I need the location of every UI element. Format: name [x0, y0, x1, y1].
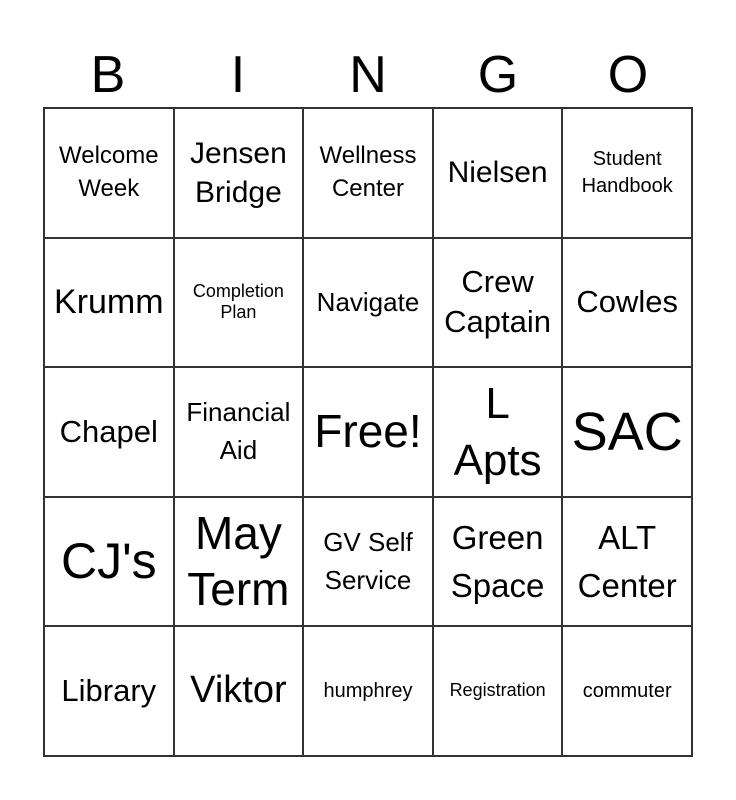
bingo-header [43, 42, 693, 108]
cell-label: humphrey [323, 679, 413, 702]
bingo-cell-o1[interactable] [562, 108, 692, 238]
bingo-cell-n4[interactable] [303, 497, 433, 627]
cell-label: Chapel [59, 413, 158, 449]
cell-label: Wellness Center [319, 142, 417, 202]
bingo-cell-i3[interactable] [174, 367, 304, 497]
cell-label: commuter [582, 679, 672, 702]
bingo-cell-i2[interactable] [174, 238, 304, 368]
cell-label: Jensen Bridge [190, 136, 287, 209]
cell-label: Crew Captain [444, 264, 552, 340]
cell-label: Library [61, 673, 157, 709]
bingo-cell-g5[interactable] [433, 626, 563, 756]
cell-label: Krumm [54, 282, 164, 321]
cell-label: ALT Center [577, 518, 677, 604]
bingo-cell-i5[interactable] [174, 626, 304, 756]
bingo-cell-n5[interactable] [303, 626, 433, 756]
cell-label: Completion Plan [192, 280, 284, 323]
cell-label: Student Handbook [581, 147, 673, 197]
bingo-cell-n3[interactable] [303, 367, 433, 497]
bingo-cell-o4[interactable] [562, 497, 692, 627]
bingo-cell-g3[interactable] [433, 367, 563, 497]
cell-label: SAC [571, 401, 683, 462]
cell-label: Free! [314, 405, 422, 458]
cell-label: Registration [449, 680, 546, 701]
header-letter-i: I [230, 46, 246, 104]
bingo-cell-b3[interactable] [44, 367, 174, 497]
bingo-cell-g1[interactable] [433, 108, 563, 238]
cell-label: CJ's [60, 533, 157, 590]
cell-label: GV Self Service [323, 526, 413, 595]
header-letter-b: B [90, 46, 126, 104]
bingo-cell-o3[interactable] [562, 367, 692, 497]
cell-label: May Term [187, 507, 290, 615]
bingo-board [43, 107, 693, 757]
header-letter-o: O [607, 46, 649, 104]
cell-label: Viktor [190, 669, 287, 712]
bingo-cell-n2[interactable] [303, 238, 433, 368]
cell-label: Welcome Week [59, 142, 159, 202]
bingo-cell-o2[interactable] [562, 238, 692, 368]
bingo-cell-n1[interactable] [303, 108, 433, 238]
cell-label: Financial Aid [186, 397, 291, 465]
bingo-cell-b2[interactable] [44, 238, 174, 368]
bingo-cell-g2[interactable] [433, 238, 563, 368]
bingo-cell-b5[interactable] [44, 626, 174, 756]
cell-label: Nielsen [447, 156, 548, 190]
cell-label: Green Space [450, 518, 545, 604]
cell-label: Navigate [316, 286, 420, 317]
bingo-cell-b4[interactable] [44, 497, 174, 627]
cell-label: L Apts [453, 378, 542, 485]
bingo-cell-i1[interactable] [174, 108, 304, 238]
cell-label: Cowles [576, 284, 679, 320]
bingo-cell-b1[interactable] [44, 108, 174, 238]
bingo-cell-o5[interactable] [562, 626, 692, 756]
bingo-cell-i4[interactable] [174, 497, 304, 627]
header-letter-n: N [349, 46, 387, 104]
bingo-cell-g4[interactable] [433, 497, 563, 627]
header-letter-g: G [477, 46, 519, 104]
